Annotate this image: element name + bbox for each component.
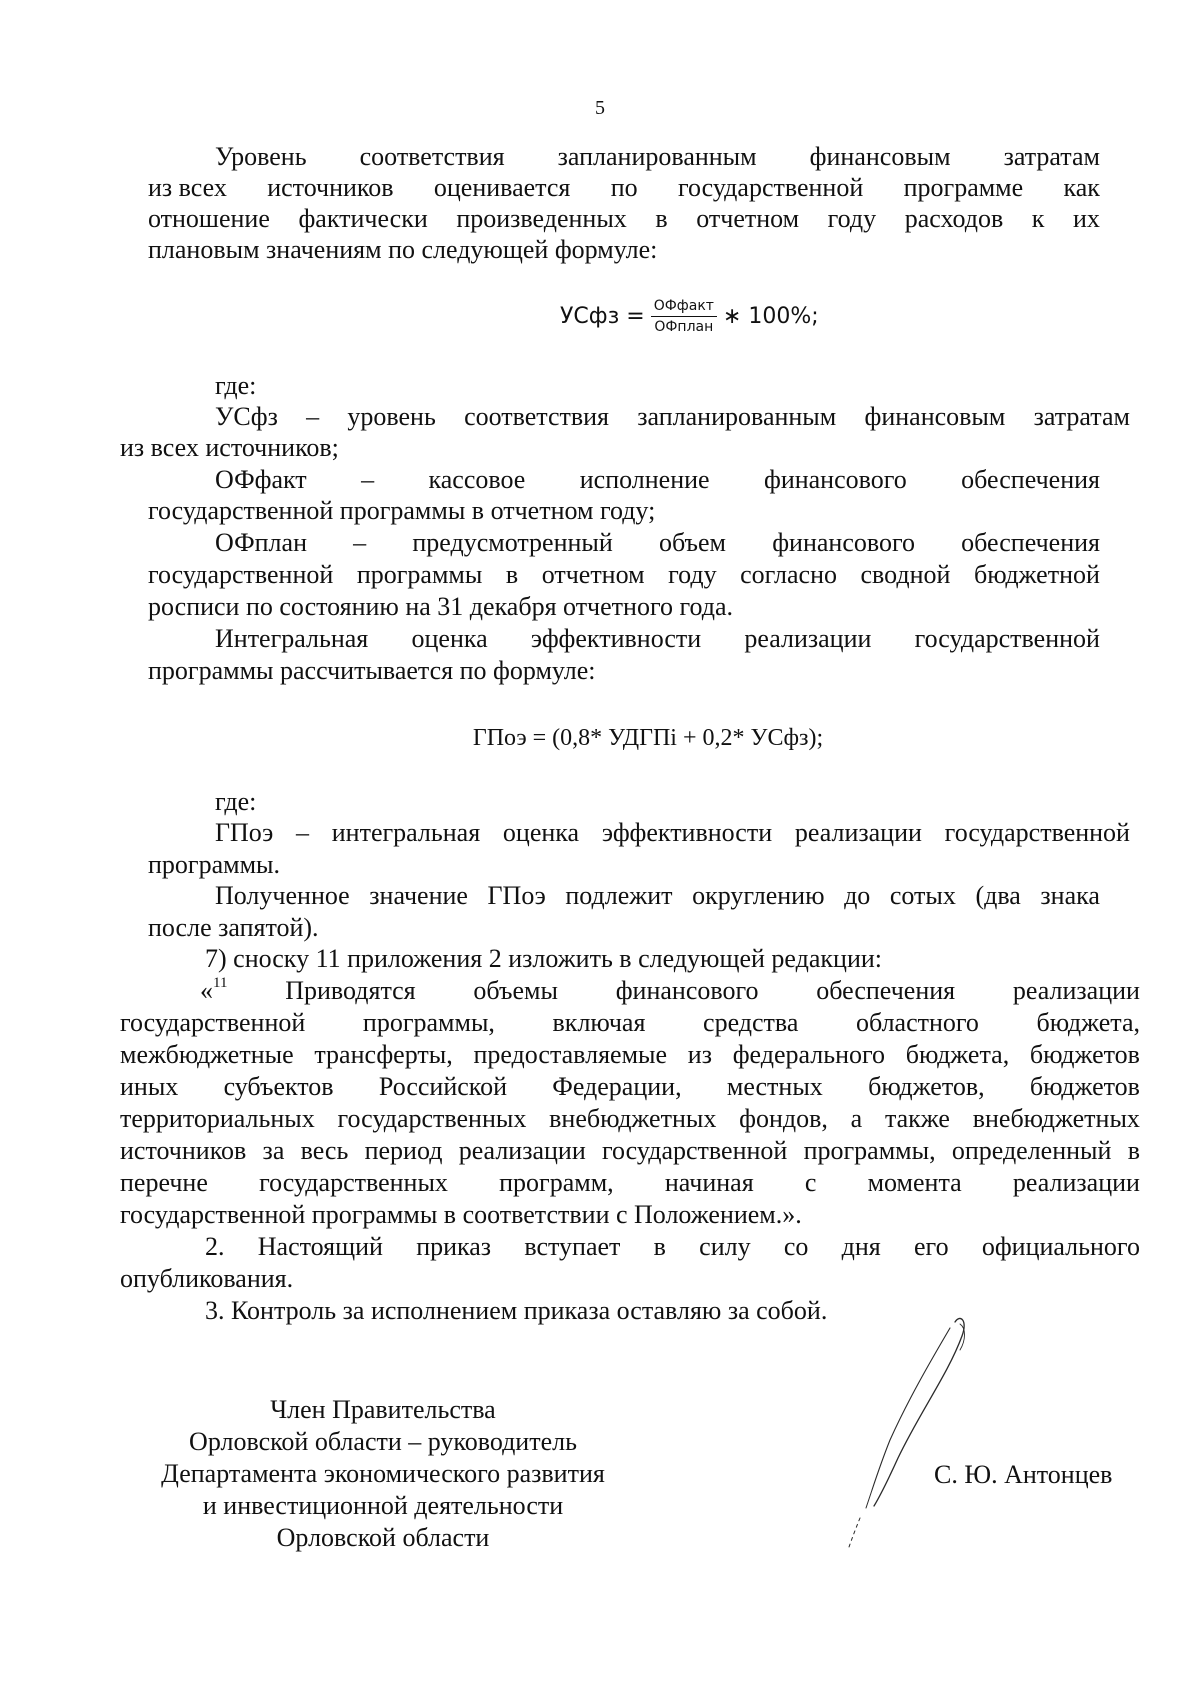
formula-usfz-denominator: ОФплан [654, 319, 714, 335]
formula-gpoe: ГПоэ = (0,8* УДГПi + 0,2* УСфз); [472, 725, 824, 751]
definition-offakt-line-2: государственной программы в отчетном году; [148, 496, 656, 525]
definition-ofplan-line-3: росписи по состоянию на 31 декабря отчетного года. [148, 592, 733, 621]
page-number: 5 [595, 97, 605, 119]
signatory-title-line: Орловской области – руководитель [189, 1427, 577, 1456]
paragraph-3-line-2: после запятой). [148, 913, 319, 942]
definition-gpoe-line-1: ГПоэ – интегральная оценка эффективности реализации государственной [215, 818, 1130, 847]
item-7: 7) сноску 11 приложения 2 изложить в следующей редакции: [205, 944, 882, 973]
definition-usfz-line-2: из всех источников; [120, 433, 339, 462]
formula-usfz-rhs: ∗ 100%; [722, 303, 819, 329]
signatory-title [138, 1394, 628, 1554]
footnote-line-8: государственной программы в соответствии с Положением.». [120, 1200, 802, 1229]
signatory-title-line: и инвестиционной деятельности [202, 1491, 564, 1520]
definition-ofplan-line-2: государственной программы в отчетном году согласно сводной бюджетной [148, 560, 1100, 589]
definition-ofplan-line-1: ОФплан – предусмотренный объем финансового обеспечения [215, 528, 1100, 557]
definition-offakt-line-1: ОФфакт – кассовое исполнение финансового обеспечения [215, 465, 1100, 494]
paragraph-2-line-2: программы рассчитывается по формуле: [148, 656, 596, 685]
item-3: 3. Контроль за исполнением приказа оставляю за собой. [205, 1296, 828, 1325]
footnote-line-4: иных субъектов Российской Федерации, местных бюджетов, бюджетов [120, 1072, 1140, 1101]
signatory-name: С. Ю. Антонцев [934, 1460, 1113, 1489]
footnote-line-3: межбюджетные трансферты, предоставляемые из федерального бюджета, бюджетов [120, 1040, 1140, 1069]
definition-gpoe-line-2: программы. [148, 850, 280, 879]
where-label-1: где: [215, 371, 257, 400]
signatory-title-line: Департамента экономического развития [161, 1459, 605, 1488]
footnote-line-6: источников за весь период реализации государственной программы, определенный в [120, 1136, 1140, 1165]
formula-usfz-numerator: ОФфакт [651, 297, 717, 317]
formula-usfz-fraction [651, 297, 717, 336]
footnote-line-1: «$^{11}$ Приводятся объемы финансового обеспечения реализации [200, 975, 1140, 1005]
item-2-line-2: опубликования. [120, 1264, 294, 1293]
where-label-2: где: [215, 787, 257, 816]
paragraph-3-line-1: Полученное значение ГПоэ подлежит округлению до сотых (два знака [215, 881, 1100, 910]
definition-usfz-line-1: УСфз – уровень соответствия запланированным финансовым затратам [215, 402, 1130, 431]
handwritten-signature [810, 1310, 980, 1560]
footnote-marker: 11 [213, 975, 228, 992]
paragraph-1-line-3: отношение фактически произведенных в отчетном году расходов к их [148, 204, 1100, 233]
paragraph-1-line-1: Уровень соответствия запланированным финансовым затратам [215, 142, 1100, 171]
item-2-line-1: 2. Настоящий приказ вступает в силу со дня его официального [205, 1232, 1140, 1261]
paragraph-1-line-4: плановым значениям по следующей формуле: [148, 235, 658, 264]
formula-usfz [560, 297, 819, 336]
formula-usfz-lhs: УСфз = [560, 303, 645, 329]
signatory-title-line: Орловской области [276, 1523, 490, 1552]
signatory-title-line: Член Правительства [270, 1395, 496, 1424]
footnote-line-7: перечне государственных программ, начиная с момента реализации [120, 1168, 1140, 1197]
paragraph-2-line-1: Интегральная оценка эффективности реализации государственной [215, 624, 1100, 653]
paragraph-1-line-2: из всех источников оценивается по государственной программе как [148, 173, 1100, 202]
footnote-line-2: государственной программы, включая средства областного бюджета, [120, 1008, 1140, 1037]
footnote-line-5: территориальных государственных внебюджетных фондов, а также внебюджетных [120, 1104, 1140, 1133]
